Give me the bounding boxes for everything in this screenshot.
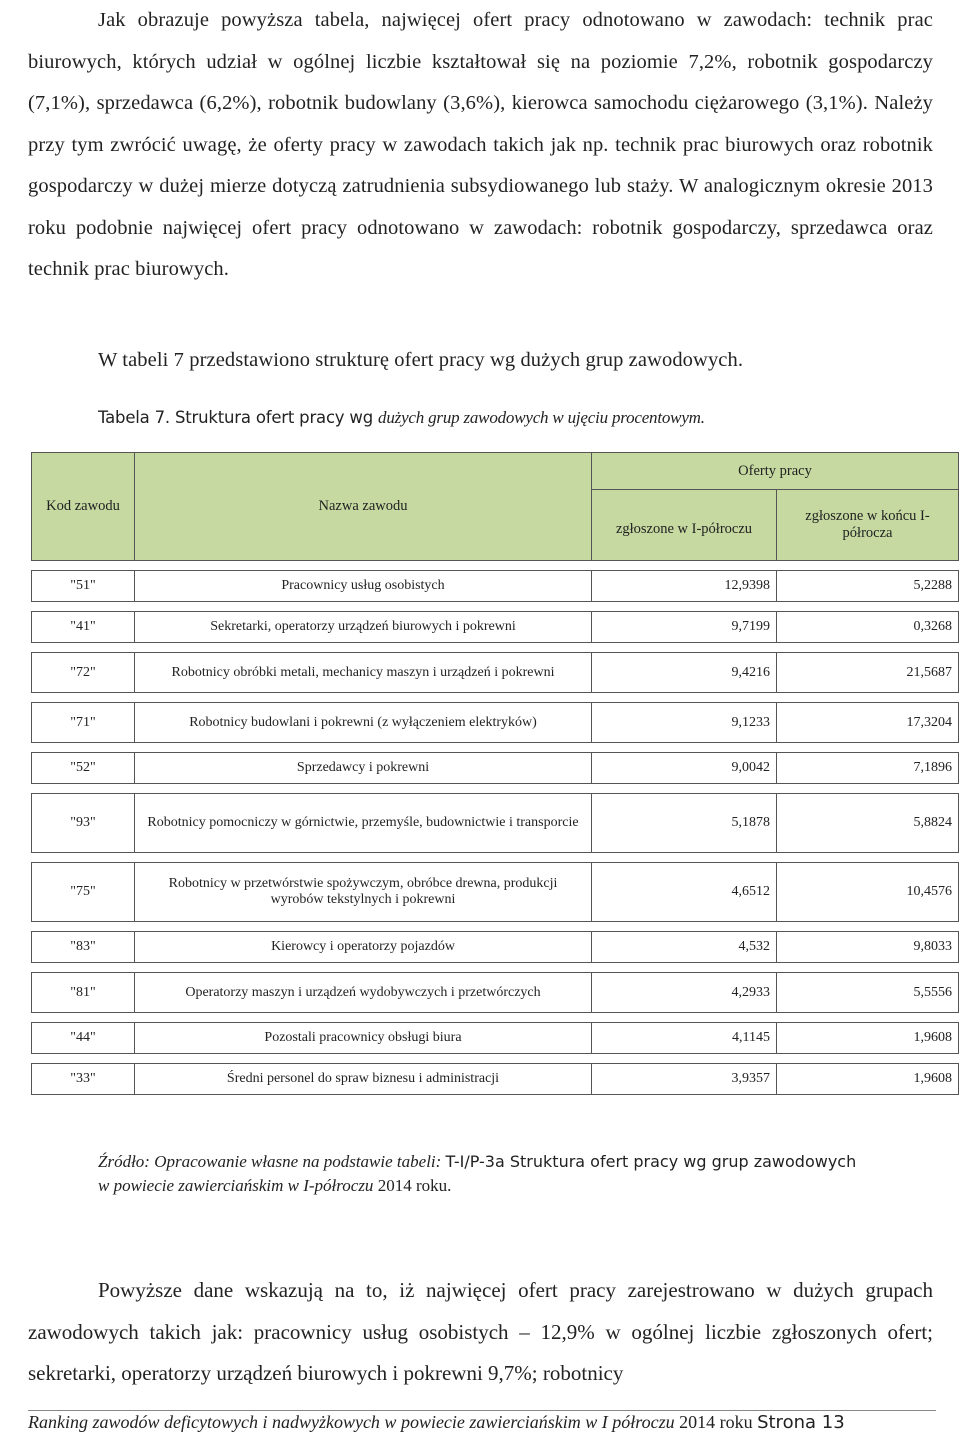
cell-code: "52" [32,753,135,784]
row-spacer [32,784,959,794]
cell-end-half: 5,2288 [777,571,959,602]
row-spacer [32,743,959,753]
closing-text: Powyższe dane wskazują na to, iż najwięcej ofert pracy zarejestrowano w dużych grupach zawodowych takich jak: pracownicy usług osobistych – 12,9% w ogólnej liczbie zgłoszonych ofert; sekretarki, operatorzy urządzeń biurowych i pokrewni 9,7%; robotnicy [28,1278,933,1385]
cell-code: "41" [32,612,135,643]
cell-first-half: 4,532 [592,932,777,963]
row-spacer [32,1054,959,1064]
cell-code: "51" [32,571,135,602]
cell-first-half: 12,9398 [592,571,777,602]
table-row [32,794,959,853]
cell-first-half: 4,2933 [592,973,777,1013]
table-row [32,571,959,602]
header-col2: zgłoszone w końcu I-półrocza [777,490,959,561]
cell-end-half: 17,3204 [777,703,959,743]
cell-code: "81" [32,973,135,1013]
footer-divider [28,1410,936,1411]
source-italic-2: w powiecie zawierciańskim w I-półroczu [98,1176,374,1195]
cell-first-half: 9,0042 [592,753,777,784]
row-spacer [32,643,959,653]
table-row [32,703,959,743]
row-spacer [32,853,959,863]
cell-code: "72" [32,653,135,693]
table-row [32,1064,959,1095]
intro-paragraph [28,0,933,291]
cell-end-half: 7,1896 [777,753,959,784]
table-row [32,973,959,1013]
table-row [32,863,959,922]
cell-end-half: 9,8033 [777,932,959,963]
table-row [32,753,959,784]
job-offers-table [31,452,959,1095]
cell-first-half: 9,4216 [592,653,777,693]
cell-name: Robotnicy pomocniczy w górnictwie, przemyśle, budownictwie i transporcie [135,794,592,853]
cell-name: Kierowcy i operatorzy pojazdów [135,932,592,963]
cell-code: "71" [32,703,135,743]
table-row [32,1023,959,1054]
cell-code: "83" [32,932,135,963]
header-code: Kod zawodu [32,453,135,561]
source-normal-2: 2014 roku. [377,1176,452,1195]
cell-end-half: 10,4576 [777,863,959,922]
cell-name: Pracownicy usług osobistych [135,571,592,602]
cell-name: Średni personel do spraw biznesu i administracji [135,1064,592,1095]
cell-end-half: 1,9608 [777,1023,959,1054]
row-spacer [32,602,959,612]
cell-name: Pozostali pracownicy obsługi biura [135,1023,592,1054]
cell-end-half: 5,5556 [777,973,959,1013]
cell-first-half: 9,7199 [592,612,777,643]
cell-name: Sekretarki, operatorzy urządzeń biurowych i pokrewni [135,612,592,643]
table-caption [98,408,705,428]
table-intro-paragraph: W tabeli 7 przedstawiono strukturę ofert pracy wg dużych grup zawodowych. [98,349,744,371]
source-italic-1: Źródło: Opracowanie własne na podstawie tabeli: [98,1152,442,1171]
intro-text: Jak obrazuje powyższa tabela, najwięcej ofert pracy odnotowano w zawodach: technik prac biurowych, których udział w ogólnej liczbie kształtował się na poziomie 7,2%, robotnik gospodarczy (7,1%), sprzedawca (6,2%), robotnik budowlany (3,6%), kierowca samochodu ciężarowego (3,1%). Należy przy tym zwrócić uwagę, że oferty pracy w zawodach takich jak np. technik prac biurowych oraz robotnik gospodarczy w dużej mierze dotyczą zatrudnienia subsydiowanego lub staży. W analogicznym okresie 2013 roku podobnie najwięcej ofert pracy odnotowano w zawodach: robotnik gospodarczy, sprzedawca oraz technik prac biurowych. [28,9,933,280]
cell-name: Robotnicy budowlani i pokrewni (z wyłączeniem elektryków) [135,703,592,743]
source-normal-1: T-I/P-3a Struktura ofert pracy wg grup zawodowych [445,1152,857,1171]
footer-year: 2014 roku [679,1412,753,1432]
table-row [32,932,959,963]
page-number: Strona 13 [757,1412,845,1433]
cell-first-half: 9,1233 [592,703,777,743]
page-footer [28,1412,936,1433]
table-row [32,612,959,643]
row-spacer [32,963,959,973]
closing-paragraph [28,1270,933,1395]
cell-code: "33" [32,1064,135,1095]
row-spacer [32,1013,959,1023]
cell-first-half: 4,6512 [592,863,777,922]
caption-prefix: Tabela 7. Struktura ofert pracy wg [98,408,373,427]
table-row [32,653,959,693]
header-group: Oferty pracy [592,453,959,490]
header-name: Nazwa zawodu [135,453,592,561]
cell-name: Operatorzy maszyn i urządzeń wydobywczych i przetwórczych [135,973,592,1013]
source-note [98,1150,938,1198]
cell-name: Sprzedawcy i pokrewni [135,753,592,784]
cell-first-half: 3,9357 [592,1064,777,1095]
cell-code: "93" [32,794,135,853]
cell-code: "44" [32,1023,135,1054]
cell-name: Robotnicy w przetwórstwie spożywczym, obróbce drewna, produkcji wyrobów tekstylnych i pokrewni [135,863,592,922]
cell-name: Robotnicy obróbki metali, mechanicy maszyn i urządzeń i pokrewni [135,653,592,693]
footer-title: Ranking zawodów deficytowych i nadwyżkowych w powiecie zawierciańskim w I półroczu [28,1412,675,1432]
row-spacer [32,693,959,703]
cell-end-half: 1,9608 [777,1064,959,1095]
cell-end-half: 0,3268 [777,612,959,643]
caption-italic: dużych grup zawodowych w ujęciu procentowym. [378,408,705,427]
cell-first-half: 5,1878 [592,794,777,853]
cell-code: "75" [32,863,135,922]
row-spacer [32,922,959,932]
header-col1: zgłoszone w I-półroczu [592,490,777,561]
cell-end-half: 21,5687 [777,653,959,693]
cell-first-half: 4,1145 [592,1023,777,1054]
cell-end-half: 5,8824 [777,794,959,853]
row-spacer [32,561,959,571]
